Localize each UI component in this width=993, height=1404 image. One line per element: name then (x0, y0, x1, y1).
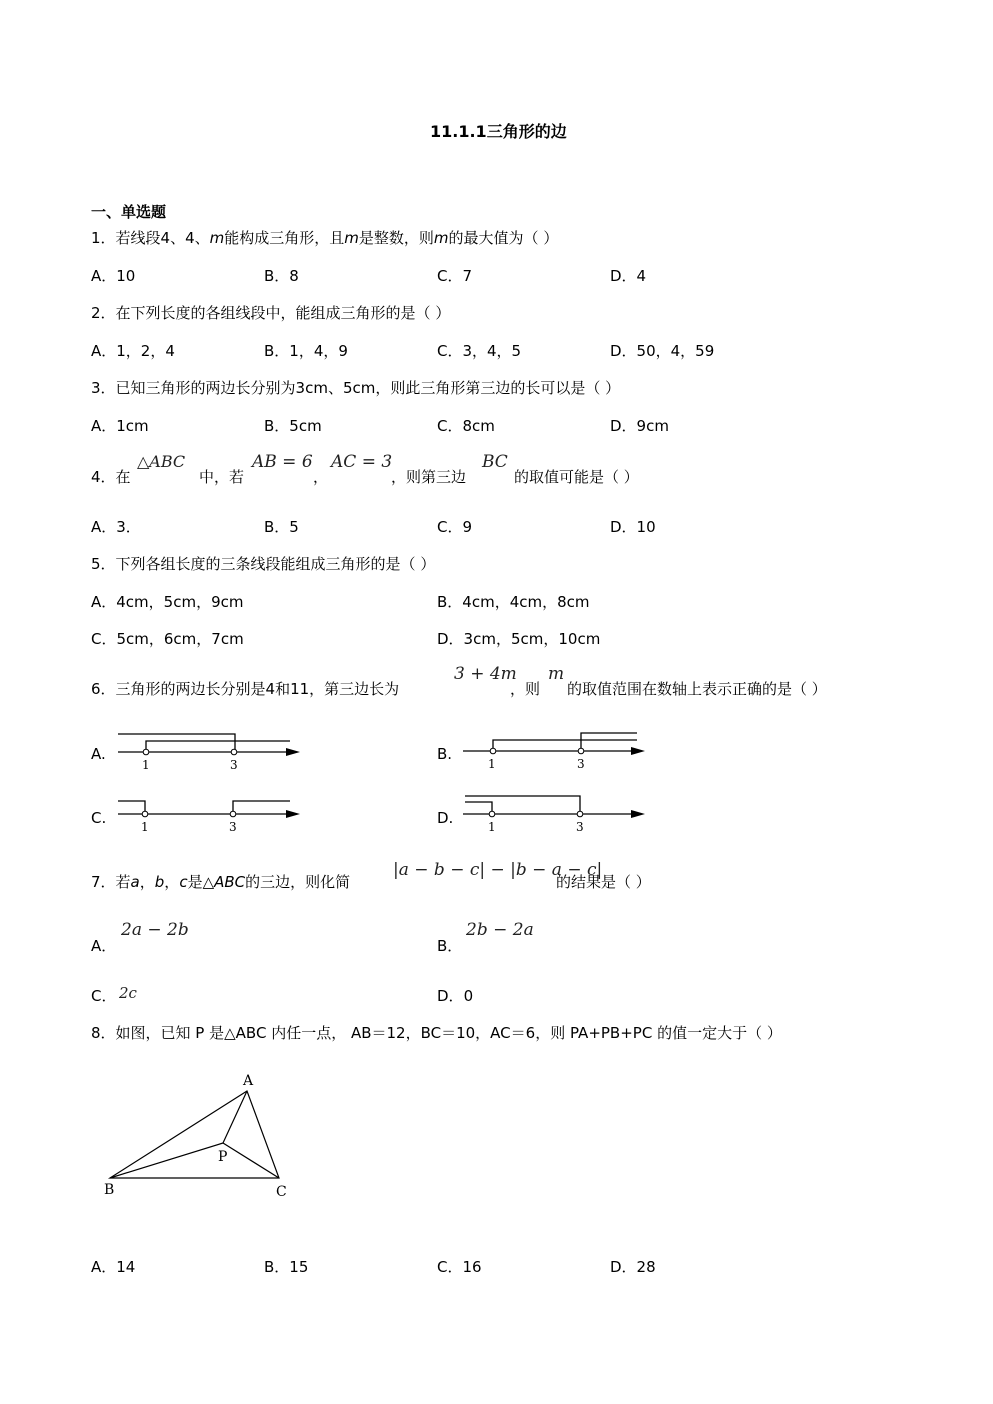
q1-option-d[interactable]: D．4 (610, 267, 647, 285)
q7-option-b-letter[interactable]: B． (437, 937, 463, 955)
q4-text-mid1: 中，若 (199, 468, 245, 486)
q1-option-b[interactable]: B．8 (264, 267, 299, 285)
q7-option-d-expr: 0 (463, 987, 474, 1005)
tick-label-1: 1 (488, 757, 496, 771)
q3-option-c[interactable]: C．8cm (437, 417, 495, 435)
question-2-stem: 2．在下列长度的各组线段中，能组成三角形的是（ ） (91, 304, 451, 322)
q2-option-d[interactable]: D．50，4，59 (610, 342, 715, 360)
question-5-stem: 5．下列各组长度的三条线段能组成三角形的是（ ） (91, 555, 436, 573)
q6-expression: 3 + 4m (454, 664, 517, 684)
q3-option-d[interactable]: D．9cm (610, 417, 669, 435)
q5-option-d[interactable]: D．3cm，5cm，10cm (437, 630, 601, 648)
point-1-open (490, 748, 496, 754)
q7-option-b-expr: 2b − 2a (466, 920, 534, 940)
q5-option-b[interactable]: B．4cm，4cm，8cm (437, 593, 590, 611)
point-3-open (577, 811, 583, 817)
range-bracket-outer (465, 796, 580, 814)
q4-option-c[interactable]: C．9 (437, 518, 473, 536)
label-a: A (243, 1073, 254, 1089)
label-b: B (104, 1182, 115, 1198)
tick-label-1: 1 (141, 820, 149, 834)
q7-option-d-letter[interactable]: D．0 (437, 987, 474, 1005)
range-bracket-outer (493, 740, 637, 751)
segment-pc (223, 1143, 279, 1178)
q4-ab-eq: AB = 6 (252, 452, 313, 472)
q6-text-mid: ，则 (510, 680, 541, 698)
q7-option-c-letter[interactable]: C． (91, 987, 117, 1005)
q8-option-c[interactable]: C．16 (437, 1258, 482, 1276)
label-c: C (276, 1184, 287, 1200)
q6-option-a-numberline[interactable] (110, 725, 310, 775)
label-p: P (218, 1149, 228, 1165)
q6-option-c-letter[interactable]: C. (91, 809, 107, 827)
q8-triangle-figure (95, 1065, 305, 1205)
q6-option-d-letter[interactable]: D. (437, 809, 454, 827)
arrow-head (631, 810, 645, 818)
q8-option-a[interactable]: A．14 (91, 1258, 136, 1276)
q7-expression: |a − b − c| − |b − a − c| (393, 860, 603, 880)
point-3-open (231, 749, 237, 755)
point-3-open (230, 811, 236, 817)
q4-option-d[interactable]: D．10 (610, 518, 656, 536)
q6-m: m (548, 664, 565, 684)
range-bracket-inner (581, 733, 637, 751)
point-3-open (578, 748, 584, 754)
q4-text-mid2: ，则第三边 (391, 468, 467, 486)
q4-text-end: 的取值可能是（ ） (514, 468, 639, 486)
range-bracket-right (233, 801, 290, 814)
section-heading: 一、单选题 (91, 203, 167, 221)
segment-pb (110, 1143, 223, 1178)
q6-text-end: 的取值范围在数轴上表示正确的是（ ） (567, 680, 827, 698)
question-8-stem: 8．如图，已知 P 是△ABC 内任一点， AB＝12，BC＝10，AC＝6，则 PA+PB+PC 的值一定大于（ ） (91, 1024, 782, 1042)
q8-option-d[interactable]: D．28 (610, 1258, 656, 1276)
q3-option-a[interactable]: A．1cm (91, 417, 149, 435)
q3-option-b[interactable]: B．5cm (264, 417, 322, 435)
q1-option-a[interactable]: A．10 (91, 267, 136, 285)
q6-option-d-numberline[interactable] (455, 790, 655, 840)
tick-label-3: 3 (229, 820, 237, 834)
q4-option-a[interactable]: A．3． (91, 518, 141, 536)
q7-option-c-expr: 2c (119, 984, 137, 1002)
question-4-stem-text: 4．在 (91, 468, 131, 486)
q7-text-end: 的结果是（ ） (556, 873, 651, 891)
page-title: 11.1.1三角形的边 (430, 122, 567, 141)
q6-option-b-numberline[interactable] (455, 725, 655, 775)
point-1-open (489, 811, 495, 817)
q5-option-a[interactable]: A．4cm，5cm，9cm (91, 593, 244, 611)
range-bracket-upper (118, 734, 235, 752)
q8-option-b[interactable]: B．15 (264, 1258, 309, 1276)
arrow-head (286, 810, 300, 818)
range-bracket-left (118, 801, 145, 814)
arrow-head (631, 747, 645, 755)
q7-option-a-letter[interactable]: A． (91, 937, 117, 955)
range-bracket-inner (465, 802, 492, 814)
tick-label-3: 3 (577, 757, 585, 771)
tick-label-3: 3 (576, 820, 584, 834)
q4-option-b[interactable]: B．5 (264, 518, 299, 536)
q2-option-a[interactable]: A．1，2，4 (91, 342, 175, 360)
point-1-open (142, 811, 148, 817)
q4-bc: BC (482, 452, 508, 472)
q1-option-c[interactable]: C．7 (437, 267, 473, 285)
point-1-open (143, 749, 149, 755)
triangle-abc (110, 1091, 279, 1178)
q4-ac-eq: AC = 3 (331, 452, 393, 472)
tick-label-1: 1 (142, 758, 150, 772)
tick-label-1: 1 (488, 820, 496, 834)
question-6-stem-a: 6．三角形的两边长分别是4和11，第三边长为 (91, 680, 400, 698)
question-7-stem: 7．若a，b，c是△ABC的三边，则化简 (91, 873, 351, 891)
q6-option-b-letter[interactable]: B. (437, 745, 453, 763)
q7-option-a-expr: 2a − 2b (121, 920, 189, 940)
q2-option-c[interactable]: C．3，4，5 (437, 342, 522, 360)
q6-option-a-letter[interactable]: A. (91, 745, 106, 763)
q4-triangle-abc: △ABC (137, 452, 186, 471)
q5-option-c[interactable]: C．5cm，6cm，7cm (91, 630, 244, 648)
q6-option-c-numberline[interactable] (110, 790, 310, 840)
question-3-stem: 3．已知三角形的两边长分别为3cm、5cm，则此三角形第三边的长可以是（ ） (91, 379, 621, 397)
range-bracket-lower (146, 741, 290, 752)
arrow-head (286, 748, 300, 756)
q4-comma: ， (313, 468, 329, 486)
tick-label-3: 3 (230, 758, 238, 772)
question-1-stem: 1．若线段4、4、m能构成三角形，且m是整数，则m的最大值为（ ） (91, 229, 559, 247)
q2-option-b[interactable]: B．1，4，9 (264, 342, 348, 360)
